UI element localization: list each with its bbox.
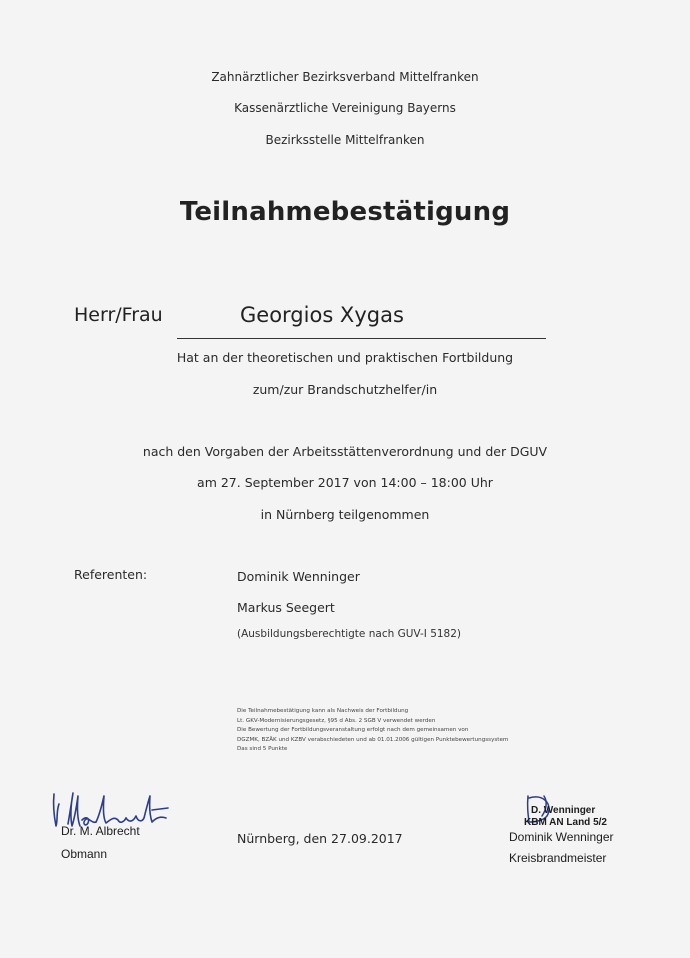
stamp-line-2: KBM AN Land 5/2	[524, 817, 607, 828]
fineprint-line-1: Die Teilnahmebestätigung kann als Nachweis der Fortbildung	[237, 708, 409, 714]
salutation: Herr/Frau	[74, 304, 163, 326]
fineprint-line-3: Die Bewertung der Fortbildungsveranstaltung erfolgt nach dem gemeinsamen von	[237, 727, 469, 733]
body-line-4: am 27. September 2017 von 14:00 – 18:00 Uhr	[197, 475, 493, 490]
org-line-3: Bezirksstelle Mittelfranken	[265, 133, 425, 147]
signer-left-role: Obmann	[61, 847, 108, 861]
fineprint-line-5: Das sind 5 Punkte	[237, 746, 288, 752]
participant-name: Georgios Xygas	[240, 303, 404, 327]
signer-left-name: Dr. M. Albrecht	[61, 824, 140, 838]
referee-name-2: Markus Seegert	[237, 600, 335, 615]
org-line-1: Zahnärztlicher Bezirksverband Mittelfranken	[211, 70, 479, 84]
place-date: Nürnberg, den 27.09.2017	[237, 831, 403, 846]
referees-label: Referenten:	[74, 567, 148, 582]
body-line-2: zum/zur Brandschutzhelfer/in	[252, 382, 438, 397]
signer-right-name: Dominik Wenninger	[509, 830, 614, 844]
referees-note: (Ausbildungsberechtigte nach GUV-I 5182)	[237, 628, 462, 640]
body-line-1: Hat an der theoretischen und praktischen Fortbildung	[176, 350, 514, 365]
signer-right-role: Kreisbrandmeister	[509, 851, 607, 865]
name-underline	[177, 338, 546, 339]
fineprint-line-2: Lt. GKV-Modernisierungsgesetz, §95 d Abs. 2 SGB V verwendet werden	[237, 717, 436, 724]
stamp-line-1: D. Wenninger	[531, 805, 596, 816]
body-line-5: in Nürnberg teilgenommen	[260, 507, 430, 522]
body-line-3: nach den Vorgaben der Arbeitsstättenverordnung und der DGUV	[142, 444, 548, 459]
fineprint-line-4: DGZMK, BZÄK und KZBV verabschiedeten und ab 01.01.2006 gültigen Punktebewertungssystem	[237, 736, 509, 743]
referee-name-1: Dominik Wenninger	[237, 569, 360, 584]
org-line-2: Kassenärztliche Vereinigung Bayerns	[234, 101, 456, 115]
document-title: Teilnahmebestätigung	[179, 197, 511, 227]
fineprint-block	[237, 707, 508, 755]
